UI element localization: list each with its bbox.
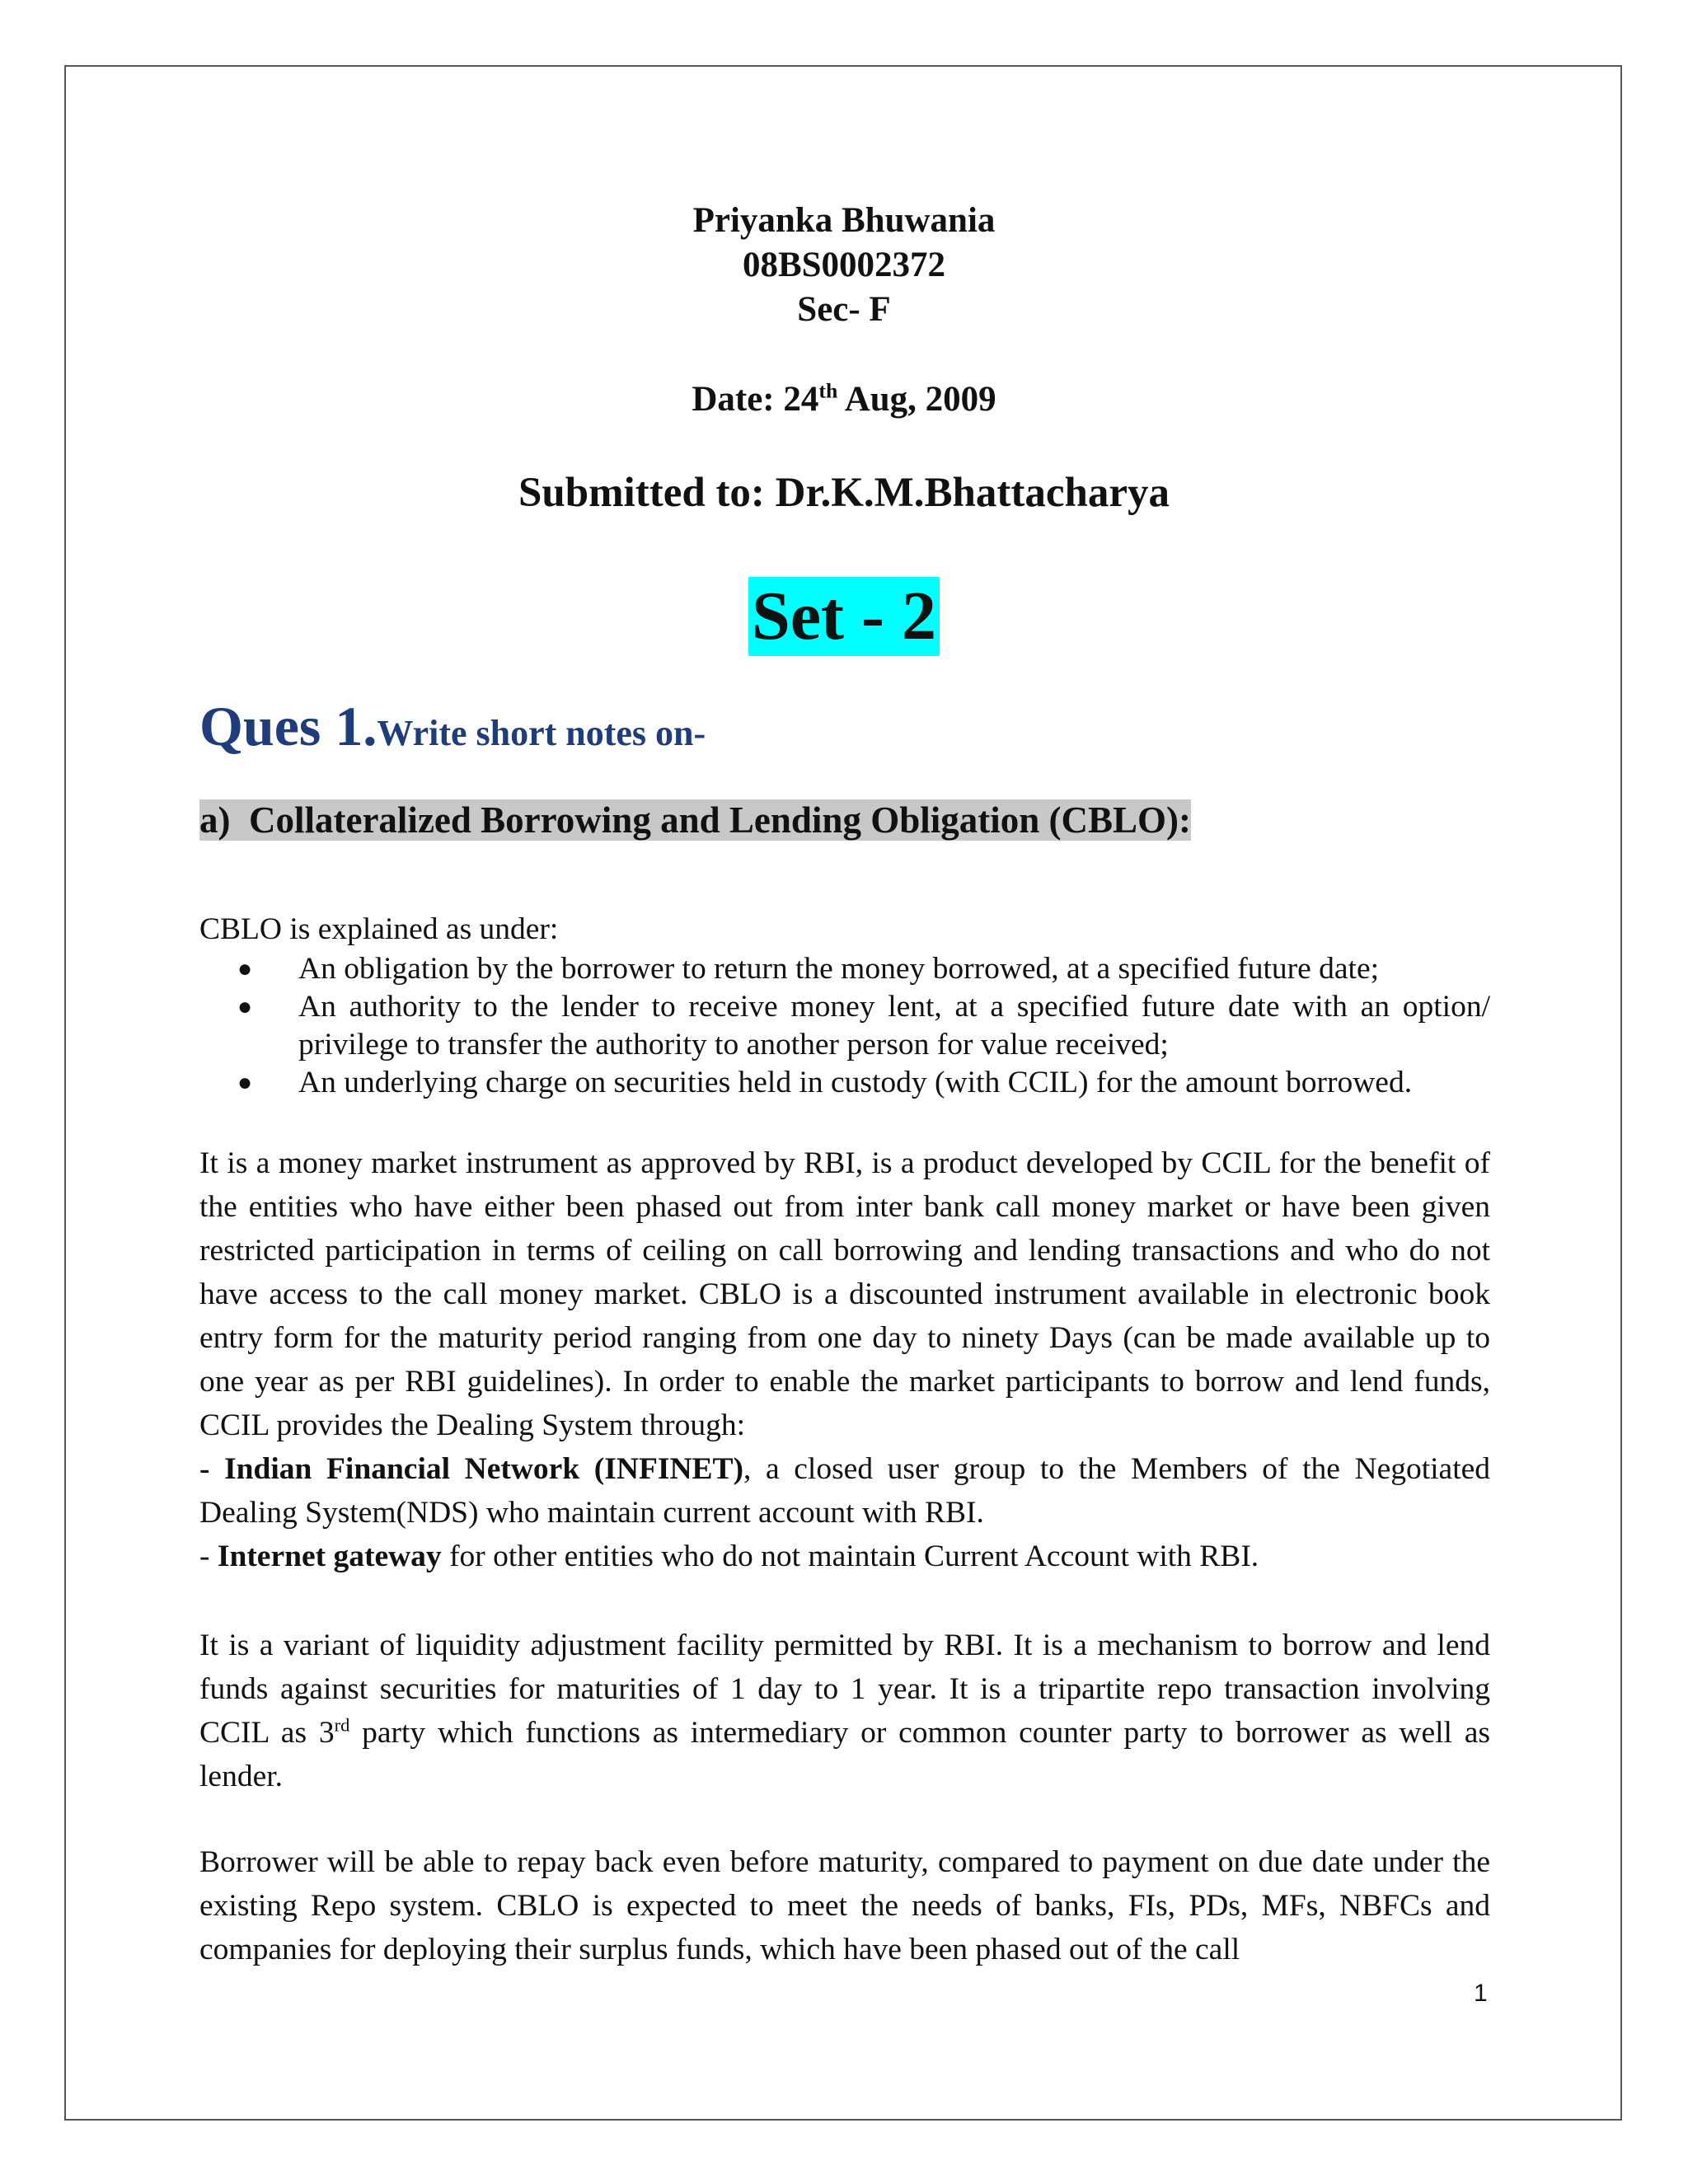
bullet-icon: ●: [237, 993, 253, 1020]
question-heading: [199, 694, 706, 759]
internet-gateway-bold: Internet gateway: [217, 1540, 442, 1573]
roll-number: 08BS0002372: [742, 246, 946, 284]
section-a-title: Collateralized Borrowing and Lending Obligation (CBLO):: [249, 799, 1191, 841]
bullet-icon: ●: [237, 1069, 253, 1096]
section-label: Sec- F: [797, 290, 891, 329]
date-suffix: Aug, 2009: [837, 380, 996, 419]
submitted-to: Submitted to: Dr.K.M.Bhattacharya: [518, 470, 1170, 516]
author-name: Priyanka Bhuwania: [692, 201, 996, 240]
date-line: [0, 377, 1688, 422]
infinet-bold: - Indian Financial Network (INFINET): [199, 1452, 744, 1486]
set-title: Set - 2: [748, 577, 940, 656]
paragraph-laf-variant: It is a variant of liquidity adjustment facility permitted by RBI. It is a mechanism to borrow and lend funds against securities for maturities of 1 day to 1 year. It is a tripartite repo transaction involving CCIL as 3rd party which functions as intermediary or common counter party to borrower as well as lender.: [199, 1629, 1490, 1793]
ordinal-superscript: rd: [334, 1714, 350, 1736]
bullet-list: [199, 950, 1490, 1102]
list-item: ● An obligation by the borrower to return the money borrowed, at a specified future date;: [199, 950, 1490, 988]
paragraph-main: It is a money market instrument as approved by RBI, is a product developed by CCIL for the benefit of the entities who have either been phased out from inter bank call money market or have been given restricted participation in terms of ceiling on call borrowing and lending transactions and who do not have access to the call money market. CBLO is a discounted instrument available in electronic book entry form for the maturity period ranging from one day to ninety Days (can be made available up to one year as per RBI guidelines). In order to enable the market participants to borrow and lend funds, CCIL provides the Dealing System through:: [199, 1146, 1490, 1442]
set-title-wrap: [0, 577, 1688, 656]
list-item: ● An underlying charge on securities held in custody (with CCIL) for the amount borrowed.: [199, 1064, 1490, 1102]
date-prefix: Date: 24: [692, 380, 819, 419]
question-text: Write short notes on-: [377, 713, 706, 753]
question-number: Ques 1.: [199, 695, 377, 757]
bullet-icon: ●: [237, 955, 253, 982]
paragraph-repayment: Borrower will be able to repay back even before maturity, compared to payment on due date under the existing Repo system. CBLO is expected to meet the needs of banks, FIs, PDs, MFs, NBFCs and companies for deploying their surplus funds, which have been phased out of the call: [199, 1845, 1490, 1966]
page-number: 1: [1474, 1980, 1488, 2007]
intro-text: CBLO is explained as under:: [199, 912, 559, 946]
section-a-marker: a): [199, 799, 231, 841]
list-item: ● An authority to the lender to receive money lent, at a specified future date with an option/ privilege to transfer the authority to another person for value received;: [237, 990, 1490, 1062]
section-a-heading: [199, 795, 1191, 845]
internet-gateway-line: - Internet gateway for other entities who do not maintain Current Account with RBI.: [199, 1540, 1259, 1573]
infinet-line: - Indian Financial Network (INFINET), a closed user group to the Members of the Negotiated Dealing System(NDS) who maintain current account with RBI.: [199, 1452, 1491, 1530]
date-superscript: th: [818, 378, 838, 403]
paragraph-cblo-description: [199, 1141, 1490, 1578]
